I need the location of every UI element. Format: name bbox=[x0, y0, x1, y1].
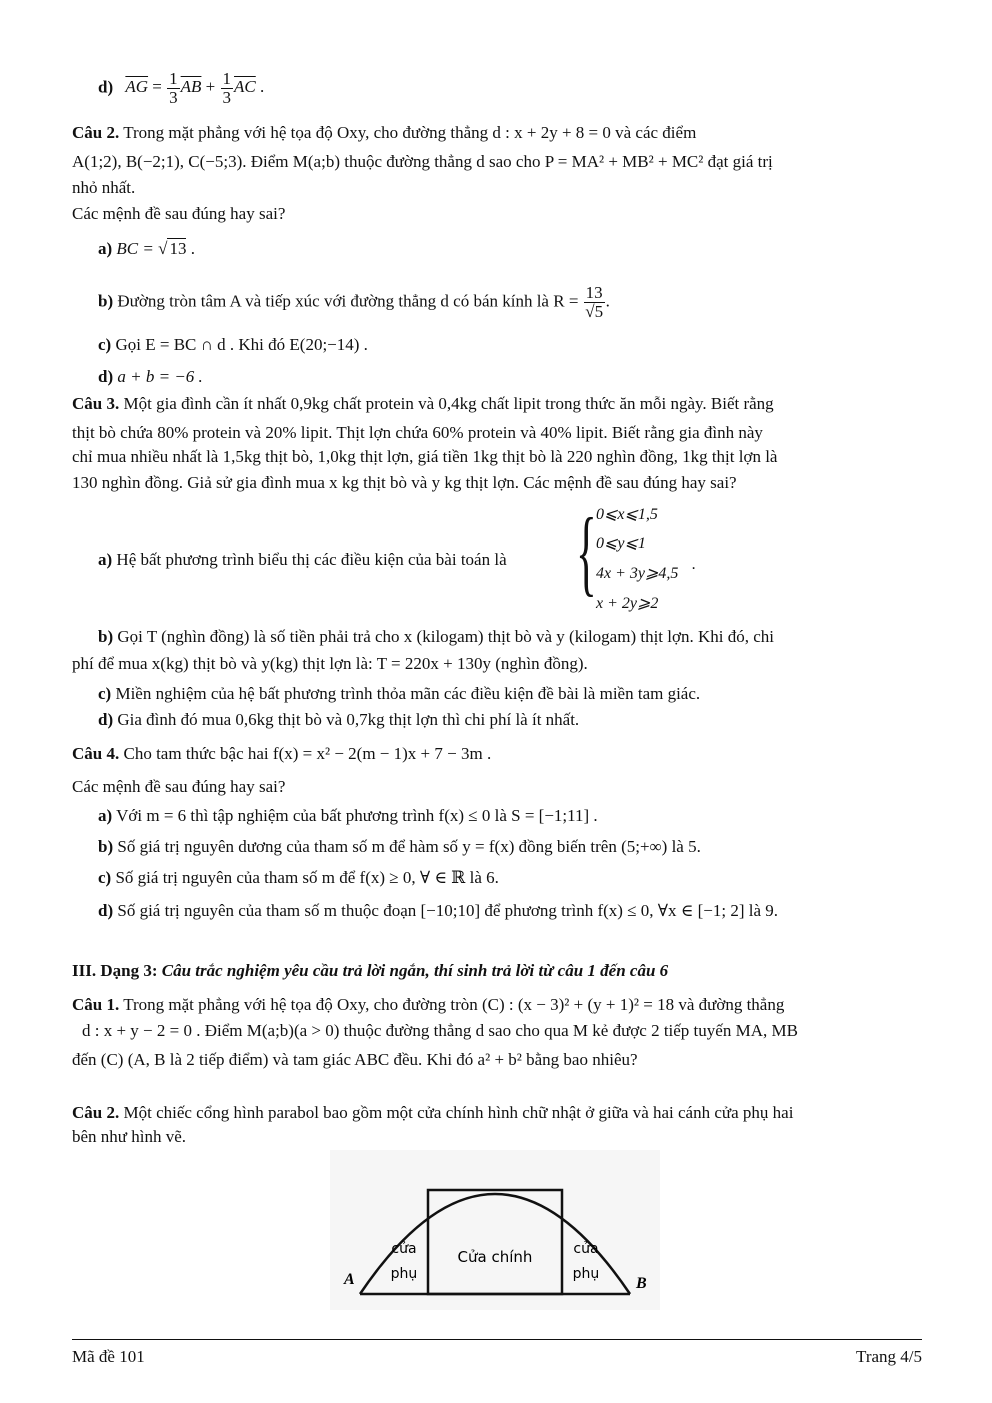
q2-line3: nhỏ nhất. bbox=[72, 178, 136, 197]
fraction-one-third: $\frac{1}{3}$ bbox=[169, 69, 178, 107]
vector-ag: $\overline{AG}$ bbox=[125, 77, 149, 97]
left-side-door-label-top: cửa bbox=[391, 1241, 417, 1257]
q3-item-b-line2: phí để mua x(kg) thịt bò và y(kg) thịt lợn là: T = 220x + 130y (nghìn đồng). bbox=[72, 654, 588, 673]
p3q1-line3: đến (C) (A, B là 2 tiếp điểm) và tam giác ABC đều. Khi đó a² + b² bằng bao nhiêu? bbox=[72, 1050, 638, 1069]
left-brace: { bbox=[576, 498, 597, 605]
sys-row-4: x + 2y⩾2 bbox=[596, 595, 659, 612]
q3-item-b-line1: b) Gọi T (nghìn đồng) là số tiền phải trả cho x (kilogam) thịt bò và y (kilogam) thịt lợn. Khi đó, chi bbox=[98, 627, 774, 646]
vector-ac: $\overline{AC}$ bbox=[234, 77, 256, 97]
sys-row-2: 0⩽y⩽1 bbox=[596, 535, 646, 552]
q3-line4: 130 nghìn đồng. Giả sử gia đình mua x kg thịt bò và y kg thịt lợn. Các mệnh đề sau đúng hay sai? bbox=[72, 473, 737, 492]
point-b-label: B bbox=[636, 1275, 647, 1292]
q2-item-b: b) Đường tròn tâm A và tiếp xúc với đường thẳng d có bán kính là R = $\frac{13}{√5}$ . bbox=[98, 283, 610, 321]
p3q2-title: Câu 2. bbox=[72, 1103, 120, 1122]
q4-line1: Câu 4. Cho tam thức bậc hai f(x) = x² − 2(m − 1)x + 7 − 3m . bbox=[72, 744, 492, 763]
q2-title: Câu 2. bbox=[72, 123, 120, 142]
plus: + bbox=[201, 77, 220, 97]
q2-item-a: a) BC = √ 13 . bbox=[98, 239, 195, 258]
main-door-label: Cửa chính bbox=[457, 1248, 533, 1266]
q4-item-a: a) Với m = 6 thì tập nghiệm của bất phương trình f(x) ≤ 0 là S = [−1;11] . bbox=[98, 806, 598, 825]
sys-row-1: 0⩽x⩽1,5 bbox=[596, 506, 658, 523]
fraction-one-third-2: $\frac{1}{3}$ bbox=[222, 69, 232, 107]
p3q1-line1: Câu 1. Trong mặt phẳng với hệ tọa độ Oxy, cho đường tròn (C) : (x − 3)² + (y + 1)² = 18 và đường thẳng bbox=[72, 995, 785, 1014]
footer-code: Mã đề 101 bbox=[72, 1347, 145, 1366]
q3-item-c: c) Miền nghiệm của hệ bất phương trình thỏa mãn các điều kiện đề bài là miền tam giác. bbox=[98, 684, 701, 703]
q4-item-b: b) Số giá trị nguyên dương của tham số m để hàm số y = f(x) đồng biến trên (5;+∞) là 5. bbox=[98, 837, 701, 856]
p3q2-line2: bên như hình vẽ. bbox=[72, 1127, 187, 1146]
p3q1-line2: d : x + y − 2 = 0 . Điểm M(a;b)(a > 0) thuộc đường thẳng d sao cho qua M kẻ được 2 tiếp tuyến MA, MB bbox=[82, 1021, 798, 1040]
q3-item-d: d) Gia đình đó mua 0,6kg thịt bò và 0,7kg thịt lợn thì chi phí là ít nhất. bbox=[98, 710, 580, 729]
p3q2-line1: Câu 2. Một chiếc cổng hình parabol bao gồm một cửa chính hình chữ nhật ở giữa và hai cánh cửa phụ hai bbox=[72, 1103, 794, 1122]
figure-background bbox=[330, 1150, 660, 1310]
sys-row-3: 4x + 3y⩾4,5 bbox=[596, 565, 679, 582]
q4-prompt: Các mệnh đề sau đúng hay sai? bbox=[72, 777, 286, 796]
q3-title: Câu 3. bbox=[72, 394, 120, 413]
vector-ab: $\overline{AB}$ bbox=[180, 77, 202, 97]
footer-page: Trang 4/5 bbox=[856, 1347, 922, 1366]
left-side-door-label-bottom: phụ bbox=[390, 1266, 418, 1282]
q4-item-d: d) Số giá trị nguyên của tham số m thuộc đoạn [−10;10] để phương trình f(x) ≤ 0, ∀x ∈ [−1; 2] là 9. bbox=[98, 901, 779, 920]
q3-item-a: a) Hệ bất phương trình biểu thị các điều kiện của bài toán là bbox=[98, 550, 507, 569]
right-side-door-label-top: cửa bbox=[573, 1241, 599, 1257]
q2-prompt: Các mệnh đề sau đúng hay sai? bbox=[72, 204, 286, 223]
parabola-gate-figure bbox=[330, 1150, 660, 1310]
sys-end: . bbox=[692, 556, 696, 573]
q4-item-c: c) Số giá trị nguyên của tham số m để f(x) ≥ 0, ∀ ∈ ℝ là 6. bbox=[98, 868, 499, 887]
q2-line1: Câu 2. Trong mặt phẳng với hệ tọa độ Oxy, cho đường thẳng d : x + 2y + 8 = 0 và các điểm bbox=[72, 123, 697, 142]
equals: = bbox=[148, 77, 167, 97]
q4-title: Câu 4. bbox=[72, 744, 120, 763]
prev-item-d: d) $\overline{AG}$ = $\frac{1}{3}$ $\overline{AB}$ + $\frac{1}{3}$ $\overline{AC}$ . bbox=[98, 69, 265, 107]
q2-item-d: d) a + b = −6 . bbox=[98, 367, 203, 386]
q3-line1: Câu 3. Một gia đình cần ít nhất 0,9kg chất protein và 0,4kg chất lipit trong thức ăn mỗi ngày. Biết rằng bbox=[72, 394, 774, 413]
footer-divider bbox=[72, 1339, 922, 1340]
q2-item-c: c) Gọi E = BC ∩ d . Khi đó E(20;−14) . bbox=[98, 335, 368, 354]
q2-line2: A(1;2), B(−2;1), C(−5;3). Điểm M(a;b) thuộc đường thẳng d sao cho P = MA² + MB² + MC² đạt giá trị bbox=[72, 152, 773, 171]
inequality-system bbox=[576, 498, 716, 614]
item-label: d) bbox=[98, 77, 114, 97]
part3-heading: III. Dạng 3: Câu trắc nghiệm yêu cầu trả lời ngắn, thí sinh trả lời từ câu 1 đến câu 6 bbox=[72, 961, 669, 980]
q3-line3: chỉ mua nhiều nhất là 1,5kg thịt bò, 1,0kg thịt lợn, giá tiền 1kg thịt bò là 220 nghìn đồng, 1kg thịt lợn là bbox=[72, 447, 778, 466]
q3-line2: thịt bò chứa 80% protein và 20% lipit. Thịt lợn chứa 60% protein và 40% lipit. Biết rằng gia đình này bbox=[72, 423, 763, 442]
p3q1-title: Câu 1. bbox=[72, 995, 120, 1014]
right-side-door-label-bottom: phụ bbox=[572, 1266, 600, 1282]
point-a-label: A bbox=[344, 1271, 355, 1288]
fraction-13-sqrt5: $\frac{13}{√5}$ bbox=[585, 283, 604, 321]
